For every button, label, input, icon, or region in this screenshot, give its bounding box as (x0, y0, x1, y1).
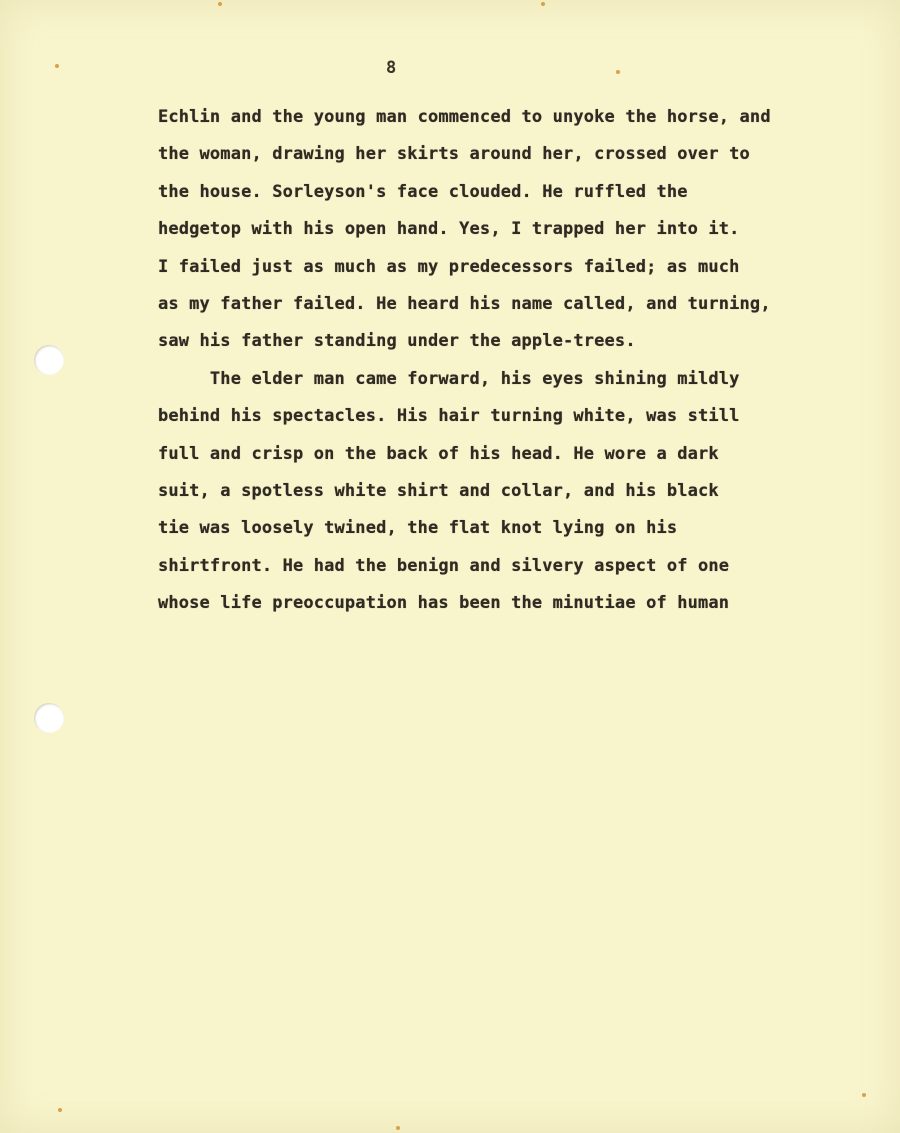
paper-speck (541, 2, 545, 6)
text-line: full and crisp on the back of his head. He wore a dark (158, 443, 719, 464)
text-line: the woman, drawing her skirts around her, crossed over to (158, 144, 750, 165)
paper-speck (55, 64, 59, 68)
paper-speck (616, 70, 620, 74)
text-line: hedgetop with his open hand. Yes, I trapped her into it. (158, 219, 740, 240)
punch-hole-top (34, 345, 64, 375)
text-line: whose life preoccupation has been the minutiae of human (158, 593, 730, 614)
paper-speck (58, 1108, 62, 1112)
text-line: Echlin and the young man commenced to unyoke the horse, and (158, 107, 771, 127)
text-line: behind his spectacles. His hair turning white, was still (158, 406, 740, 427)
paper-speck (862, 1093, 866, 1097)
text-line: shirtfront. He had the benign and silvery aspect of one (158, 555, 730, 576)
text-line: as my father failed. He heard his name called, and turning, (158, 294, 771, 315)
text-line: suit, a spotless white shirt and collar, and his black (158, 481, 719, 502)
paper-speck (396, 1126, 400, 1130)
typed-paragraphs (158, 99, 848, 623)
text-line: I failed just as much as my predecessors failed; as much (158, 256, 740, 277)
punch-hole-bottom (34, 703, 64, 733)
paper-speck (218, 2, 222, 6)
text-line: The elder man came forward, his eyes shining mildly (158, 368, 740, 389)
text-line: tie was loosely twined, the flat knot lying on his (158, 518, 678, 539)
page-number: 8 (386, 58, 397, 78)
text-line: saw his father standing under the apple-trees. (158, 331, 636, 352)
text-line: the house. Sorleyson's face clouded. He ruffled the (158, 181, 688, 202)
